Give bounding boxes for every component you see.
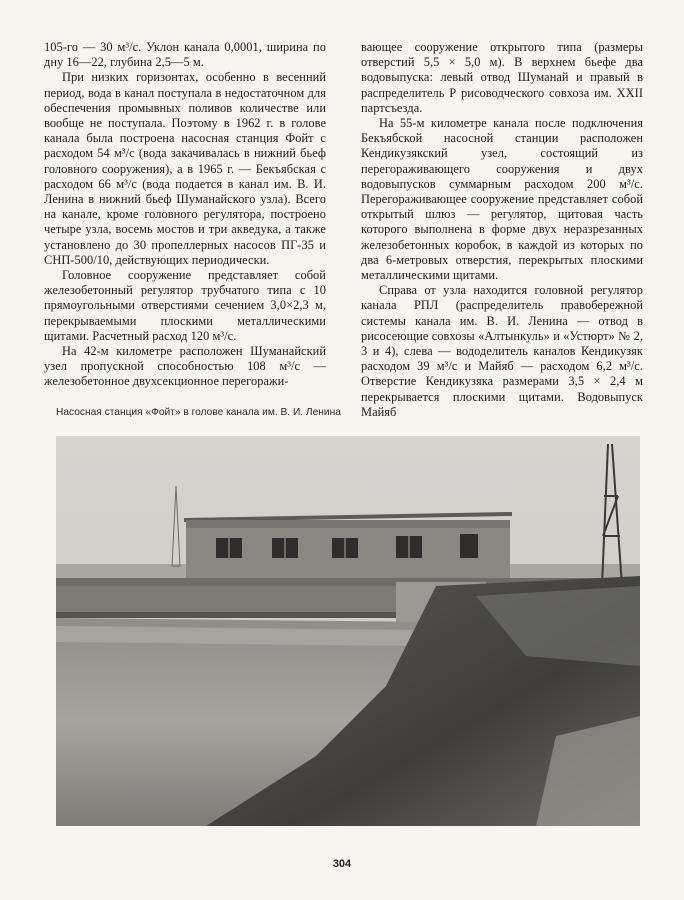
- paragraph: На 42-м километре расположен Шуманайский узел пропускной способностью 108 м³/с — железобетонное двухсекционное перегоражи-: [44, 344, 326, 389]
- paragraph: Головное сооружение представляет собой железобетонный регулятор трубчатого типа с 10 прямоугольными отверстиями сечением 3,0×2,3 м, перекрываемыми плоскими металлическими щитами. Расчетный расход 120 м³/с.: [44, 268, 326, 343]
- paragraph: При низких горизонтах, особенно в весенний период, вода в канал поступала в недостаточном для обеспечения промывных поливов количестве или вообще не поступала. Поэтому в 1962 г. в голове канала была построена насосная станция Фойт с расходом 54 м³/с (вода закачивалась в нижний бьеф головного сооружения), а в 1965 г. — Бекъябская с расходом 66 м³/с (вода подается в канал им. В. И. Ленина в нижний бьеф Шуманайского узла). Всего на канале, кроме головного регулятора, построено четыре узла, восемь мостов и три акведука, а также установлено до 30 пропеллерных насосов ПГ-35 и СНП-500/10, действующих периодически.: [44, 70, 326, 267]
- paragraph: Справа от узла находится головной регулятор канала РПЛ (распределитель правобережной системы канала им. В. И. Ленина — отвод в рисосеющие совхозы «Алтынкуль» и «Устюрт» № 2, 3 и 4), слева — вододелитель каналов Кендикузяк расходом 39 м³/с и Майяб — расходом 6,2 м³/с. Отверстие Кендикузяка размерами 3,5 × 2,4 м перекрывается плоскими щитами. Водовыпуск Майяб: [361, 283, 643, 419]
- left-text-column: [44, 40, 326, 390]
- pumping-station-photo: [56, 436, 640, 826]
- paragraph: вающее сооружение открытого типа (размеры отверстий 5,5 × 5,0 м). В верхнем бьефе два водовыпуска: левый отвод Шуманай и правый в распределитель Р рисоводческого совхоза им. XXII партсъезда.: [361, 40, 643, 115]
- right-text-column: [361, 40, 643, 420]
- page-number: 304: [332, 858, 352, 870]
- paragraph: 105-го — 30 м³/с. Уклон канала 0,0001, ширина по дну 16—22, глубина 2,5—5 м.: [44, 40, 326, 70]
- photo-caption: Насосная станция «Фойт» в голове канала им. В. И. Ленина: [56, 407, 341, 418]
- paragraph: На 55-м километре канала после подключения Бекъябской насосной станции расположен Кендикузякский узел, состоящий из перегораживающего сооружения и двух водовыпусков суммарным расходом 200 м³/с. Перегораживающее сооружение представляет собой открытый шлюз — регулятор, щитовая часть которого выполнена в форме двух неразрезанных железобетонных коробок, в каждой из которых по два 6-метровых отверстия, перекрытых плоскими металлическими щитами.: [361, 116, 643, 283]
